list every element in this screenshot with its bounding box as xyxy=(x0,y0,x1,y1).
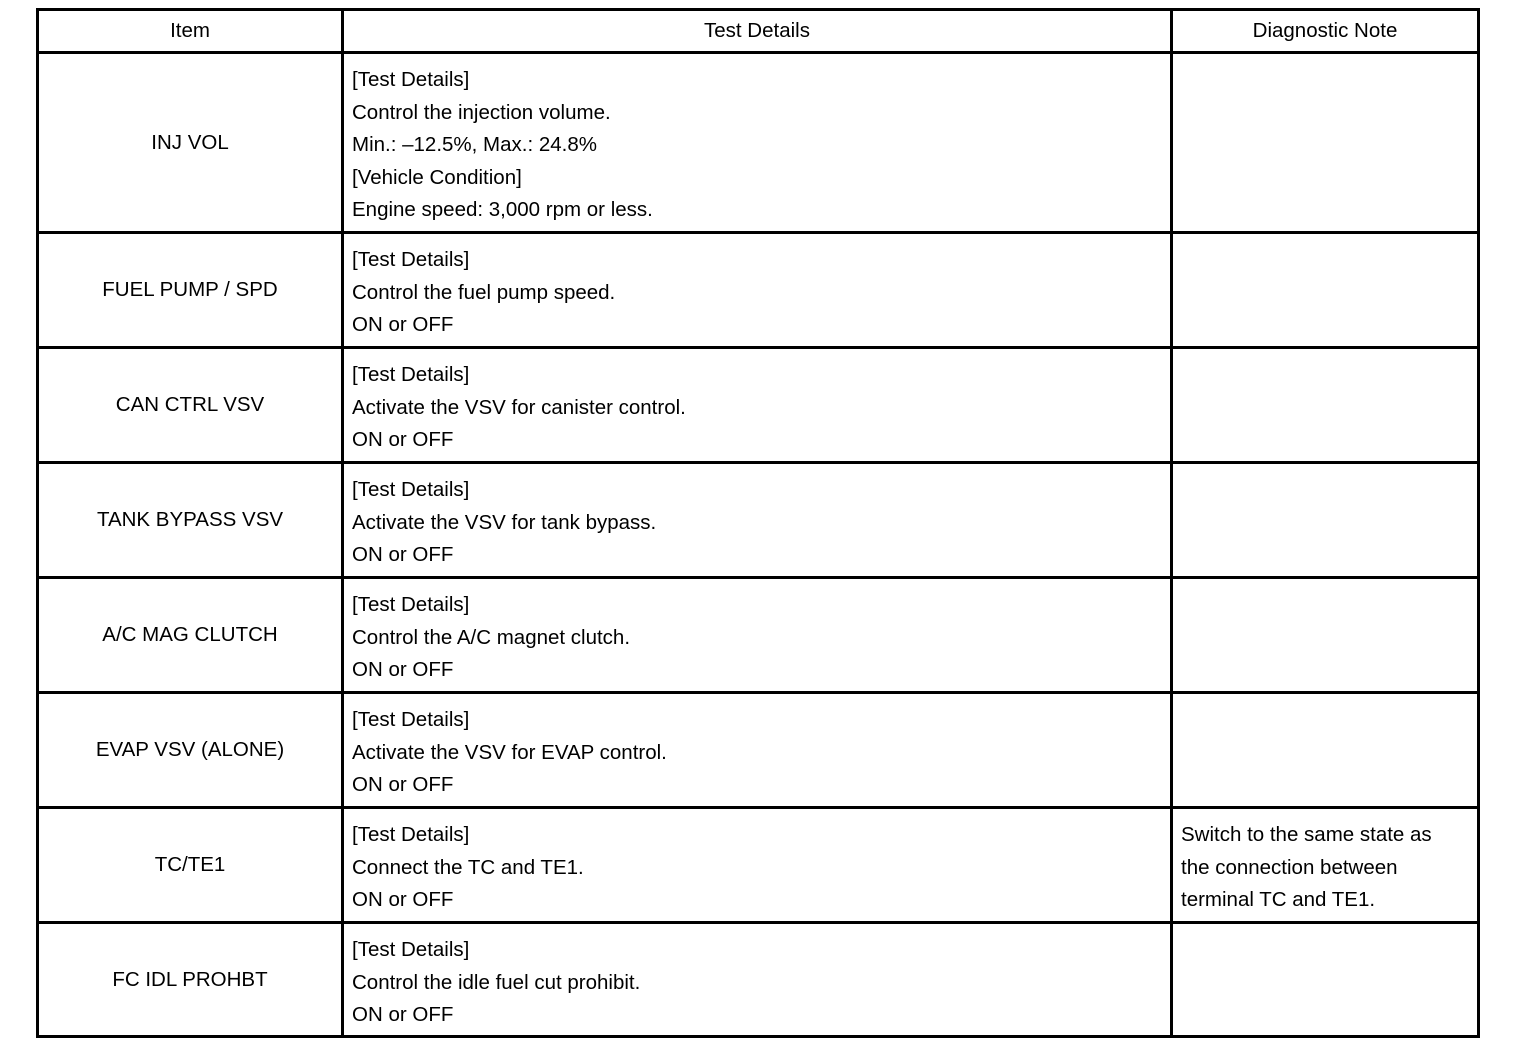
test-details-cell xyxy=(343,233,1172,348)
test-details-cell xyxy=(343,693,1172,808)
table-row xyxy=(38,348,1479,463)
diagnostic-note-cell xyxy=(1172,923,1479,1037)
item-cell: INJ VOL xyxy=(38,53,343,233)
item-cell: FUEL PUMP / SPD xyxy=(38,233,343,348)
diagnostic-note-line: terminal TC and TE1. xyxy=(1181,888,1376,911)
test-details-cell xyxy=(343,53,1172,233)
diagnostic-note-cell xyxy=(1172,53,1479,233)
test-details-cell xyxy=(343,463,1172,578)
test-detail-line: Control the idle fuel cut prohibit. xyxy=(352,970,641,994)
test-detail-line: Control the injection volume. xyxy=(352,100,611,124)
test-detail-line: ON or OFF xyxy=(352,1003,454,1026)
test-detail-line: [Test Details] xyxy=(352,708,470,731)
test-detail-line: Activate the VSV for tank bypass. xyxy=(352,510,657,534)
test-detail-line: ON or OFF xyxy=(352,658,454,681)
diagnostic-note-cell xyxy=(1172,693,1479,808)
test-details-cell xyxy=(343,808,1172,923)
item-cell: TC/TE1 xyxy=(38,808,343,923)
test-detail-line: [Vehicle Condition] xyxy=(352,165,522,189)
test-detail-line: ON or OFF xyxy=(352,428,454,451)
test-detail-line: [Test Details] xyxy=(352,248,470,271)
test-details-cell xyxy=(343,348,1172,463)
test-detail-line: Engine speed: 3,000 rpm or less. xyxy=(352,198,653,221)
test-detail-line: [Test Details] xyxy=(352,363,470,386)
diagnostic-note-cell xyxy=(1172,463,1479,578)
test-detail-line: ON or OFF xyxy=(352,773,454,796)
diagnostic-note-cell xyxy=(1172,808,1479,923)
test-detail-line: Activate the VSV for canister control. xyxy=(352,395,686,419)
test-detail-line: ON or OFF xyxy=(352,888,454,911)
active-test-table xyxy=(36,8,1480,1038)
header-diagnostic-note: Diagnostic Note xyxy=(1172,10,1479,53)
test-detail-line: ON or OFF xyxy=(352,313,454,336)
table-row xyxy=(38,923,1479,1037)
table-row xyxy=(38,808,1479,923)
test-detail-line: Control the A/C magnet clutch. xyxy=(352,625,631,649)
test-detail-line: [Test Details] xyxy=(352,68,470,91)
diagnostic-note-line: the connection between xyxy=(1181,855,1398,879)
test-details-cell xyxy=(343,578,1172,693)
test-detail-line: Control the fuel pump speed. xyxy=(352,280,616,304)
item-cell: TANK BYPASS VSV xyxy=(38,463,343,578)
diagnostic-note-cell xyxy=(1172,348,1479,463)
diagnostic-note-cell xyxy=(1172,233,1479,348)
item-cell: A/C MAG CLUTCH xyxy=(38,578,343,693)
test-details-cell xyxy=(343,923,1172,1037)
item-cell: EVAP VSV (ALONE) xyxy=(38,693,343,808)
test-detail-line: [Test Details] xyxy=(352,593,470,616)
test-detail-line: Connect the TC and TE1. xyxy=(352,855,584,879)
test-detail-line: [Test Details] xyxy=(352,823,470,846)
header-item: Item xyxy=(38,10,343,53)
table-row xyxy=(38,233,1479,348)
item-cell: FC IDL PROHBT xyxy=(38,923,343,1037)
table-row xyxy=(38,53,1479,233)
test-detail-line: ON or OFF xyxy=(352,543,454,566)
header-test-details: Test Details xyxy=(343,10,1172,53)
table-header-row xyxy=(38,10,1479,53)
test-detail-line: Activate the VSV for EVAP control. xyxy=(352,740,667,764)
test-detail-line: Min.: –12.5%, Max.: 24.8% xyxy=(352,133,597,156)
diagnostic-note-cell xyxy=(1172,578,1479,693)
table-row xyxy=(38,463,1479,578)
table-row xyxy=(38,693,1479,808)
test-detail-line: [Test Details] xyxy=(352,938,470,961)
diagnostic-note-line: Switch to the same state as xyxy=(1181,823,1432,846)
item-cell: CAN CTRL VSV xyxy=(38,348,343,463)
table-row xyxy=(38,578,1479,693)
test-detail-line: [Test Details] xyxy=(352,478,470,501)
